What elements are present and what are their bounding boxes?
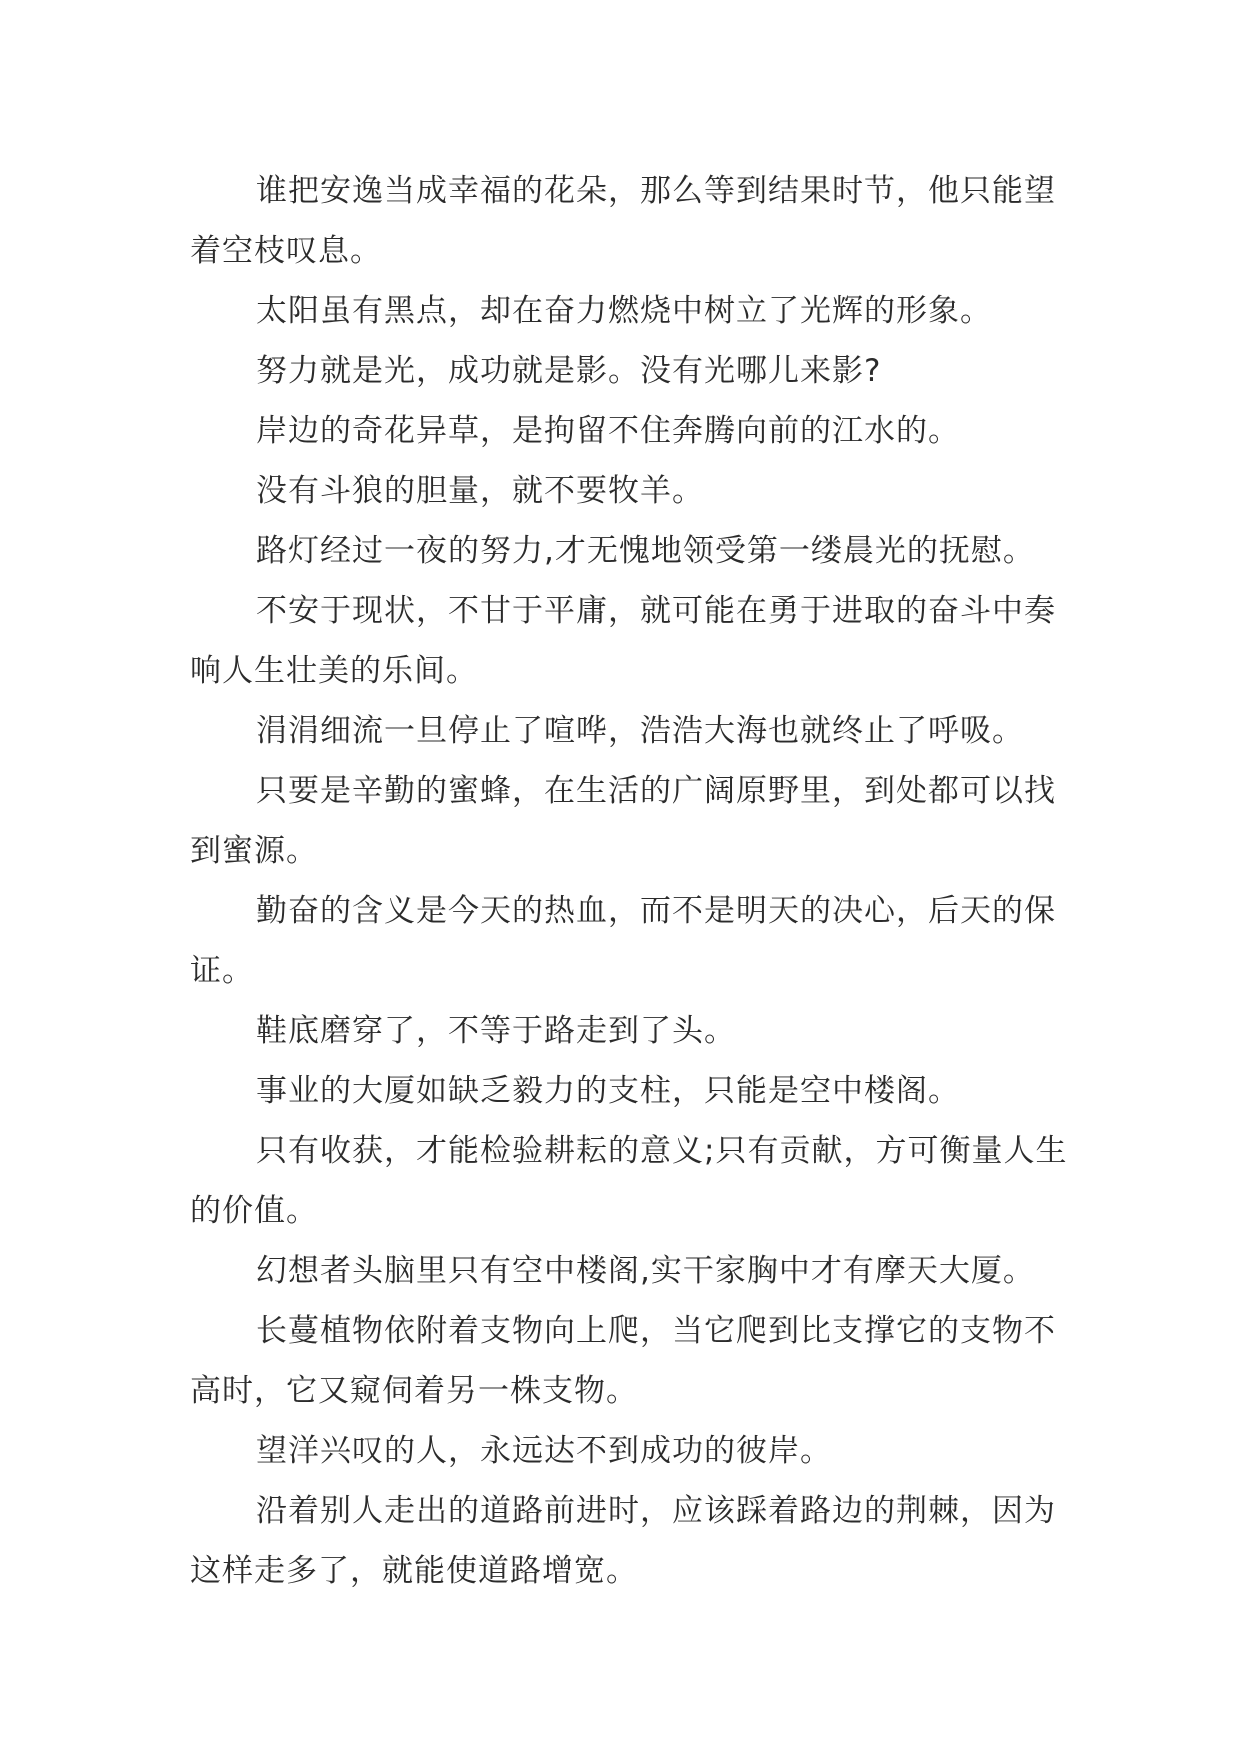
paragraph: 岸边的奇花异草，是拘留不住奔腾向前的江水的。 [256, 413, 960, 449]
paragraph: 望洋兴叹的人，永远达不到成功的彼岸。 [256, 1433, 832, 1469]
paragraph: 努力就是光，成功就是影。没有光哪儿来影? [256, 353, 882, 389]
paragraph: 只有收获，才能检验耕耘的意义;只有贡献，方可衡量人生的价值。 [190, 1133, 1068, 1229]
paragraph: 沿着别人走出的道路前进时，应该踩着路边的荆棘，因为这样走多了，就能使道路增宽。 [190, 1493, 1056, 1589]
paragraph: 不安于现状，不甘于平庸，就可能在勇于进取的奋斗中奏响人生壮美的乐间。 [190, 593, 1056, 689]
paragraph: 事业的大厦如缺乏毅力的支柱，只能是空中楼阁。 [256, 1073, 960, 1109]
paragraph: 幻想者头脑里只有空中楼阁,实干家胸中才有摩天大厦。 [256, 1253, 1035, 1289]
document-body [190, 161, 1070, 1601]
paragraph: 太阳虽有黑点，却在奋力燃烧中树立了光辉的形象。 [256, 293, 992, 329]
paragraph: 只要是辛勤的蜜蜂，在生活的广阔原野里，到处都可以找到蜜源。 [190, 773, 1056, 869]
paragraph: 涓涓细流一旦停止了喧哗，浩浩大海也就终止了呼吸。 [256, 713, 1024, 749]
paragraph: 路灯经过一夜的努力,才无愧地领受第一缕晨光的抚慰。 [256, 533, 1035, 569]
paragraph: 没有斗狼的胆量，就不要牧羊。 [256, 473, 704, 509]
paragraph: 勤奋的含义是今天的热血，而不是明天的决心，后天的保证。 [190, 893, 1056, 989]
paragraph: 鞋底磨穿了，不等于路走到了头。 [256, 1013, 736, 1049]
paragraph: 长蔓植物依附着支物向上爬，当它爬到比支撑它的支物不高时，它又窥伺着另一株支物。 [190, 1313, 1056, 1409]
paragraph: 谁把安逸当成幸福的花朵，那么等到结果时节，他只能望着空枝叹息。 [190, 173, 1056, 269]
